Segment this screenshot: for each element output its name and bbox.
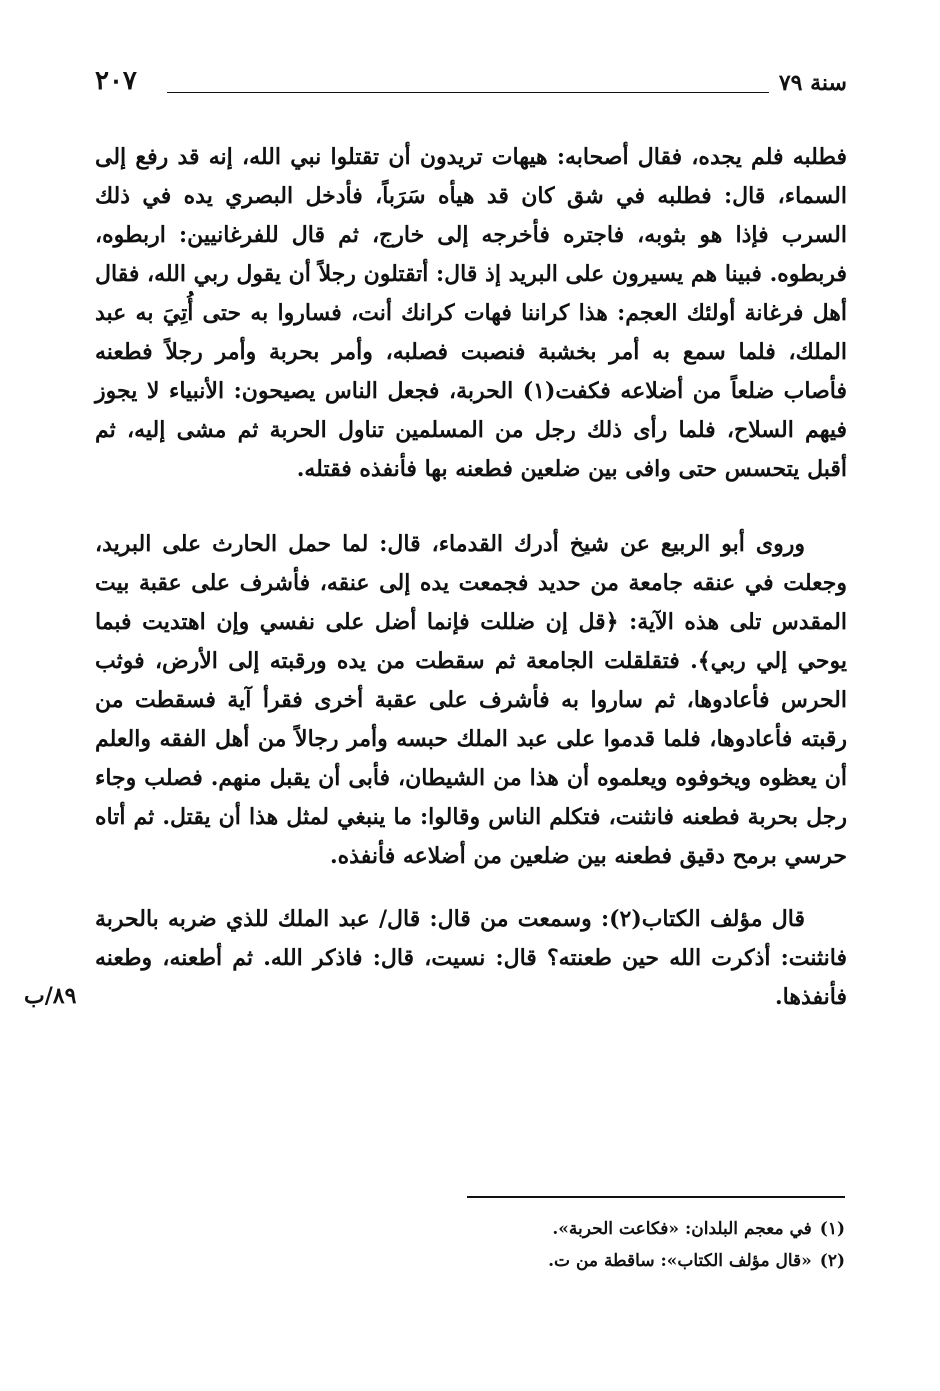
footnote-2 [93,1245,845,1277]
page-number: ٢٠٧ [95,66,137,96]
quran-verse: ﴿قل إن ضللت فإنما أضل على نفسي وإن اهتديت فبما يوحي إلي ربي﴾ [95,609,848,674]
main-text [95,138,847,1017]
manuscript-folio-note: ٨٩/ب [24,983,77,1009]
running-header [95,62,847,102]
paragraph-3: قال مؤلف الكتاب(٢): وسمعت من قال: قال/ عبد الملك للذي ضربه بالحربة فانثنت: أذكرت الله حين طعنته؟ قال: نسيت، قال: فاذكر الله. ثم أطعنه، وطعنه فأنفذها. [95,906,847,1010]
paragraph-2-intro: وروى أبو الربيع عن شيخ أدرك القدماء، قال: لما حمل الحارث على البريد، وجعلت في عنقه جامعة من حديد فجمعت يده إلى عنقه، فأشرف على عقبة بيت المقدس تلى هذه الآية: [95,531,847,635]
paragraph-1: فطلبه فلم يجده، فقال أصحابه: هيهات تريدون أن تقتلوا نبي الله، إنه قد رفع إلى السماء، قال: فطلبه في شق كان قد هيأه سَرَباً، فأدخل البصري يده في ذلك السرب فإذا هو بثوبه، فاجتره فأخرجه إلى خارج، ثم قال للفرغانيين: اربطوه، فربطوه. فبينا هم يسيرون على البريد إذ قال: أتقتلون رجلاً أن يقول ربي الله، فقال أهل فرغانة أولئك العجم: هذا كراننا فهات كرانك أنت، فساروا به حتى أُتِيَ به عبد الملك، فلما سمع به أمر بخشبة فنصبت فصلبه، وأمر بحربة وأمر رجلاً فطعنه فأصاب ضلعاً من أضلاعه فكفت(١) الحربة، فجعل الناس يصيحون: الأنبياء لا يجوز فيهم السلاح، فلما رأى ذلك رجل من المسلمين تناول الحربة ثم مشى إليه، ثم أقبل يتحسس حتى وافى بين ضلعين فطعنه بها فأنفذه فقتله. [95,144,847,482]
footnote-1 [93,1213,845,1245]
header-year: سنة ٧٩ [778,70,847,96]
footnote-1-text: في معجم البلدان: «فكاعت الحربة». [552,1219,812,1239]
footnote-divider [467,1196,845,1198]
footnote-2-number: (٢) [819,1251,845,1271]
paragraph-2 [95,525,847,876]
footnotes [93,1213,845,1277]
paragraph-2-rest: . فتقلقلت الجامعة ثم سقطت من يده ورقبته إلى الأرض، فوثب الحرس فأعادوها، ثم ساروا به فأشرف على عقبة أخرى فقرأ آية فسقطت من رقبته فأعادوها، فلما قدموا على عبد الملك حبسه وأمر رجالاً من أهل الفقه والعلم أن يعظوه ويخوفوه ويعلموه أن هذا من الشيطان، فأبى أن يقبل منهم. فصلب وجاء رجل بحربة فطعنه فانثنت، فتكلم الناس وقالوا: ما ينبغي لمثل هذا أن يقتل. ثم أتاه حرسي برمح دقيق فطعنه بين ضلعين من أضلاعه فأنفذه. [95,648,847,869]
footnote-1-number: (١) [819,1219,845,1239]
footnote-2-text: «قال مؤلف الكتاب»: ساقطة من ت. [548,1251,812,1271]
header-rule [167,92,769,93]
